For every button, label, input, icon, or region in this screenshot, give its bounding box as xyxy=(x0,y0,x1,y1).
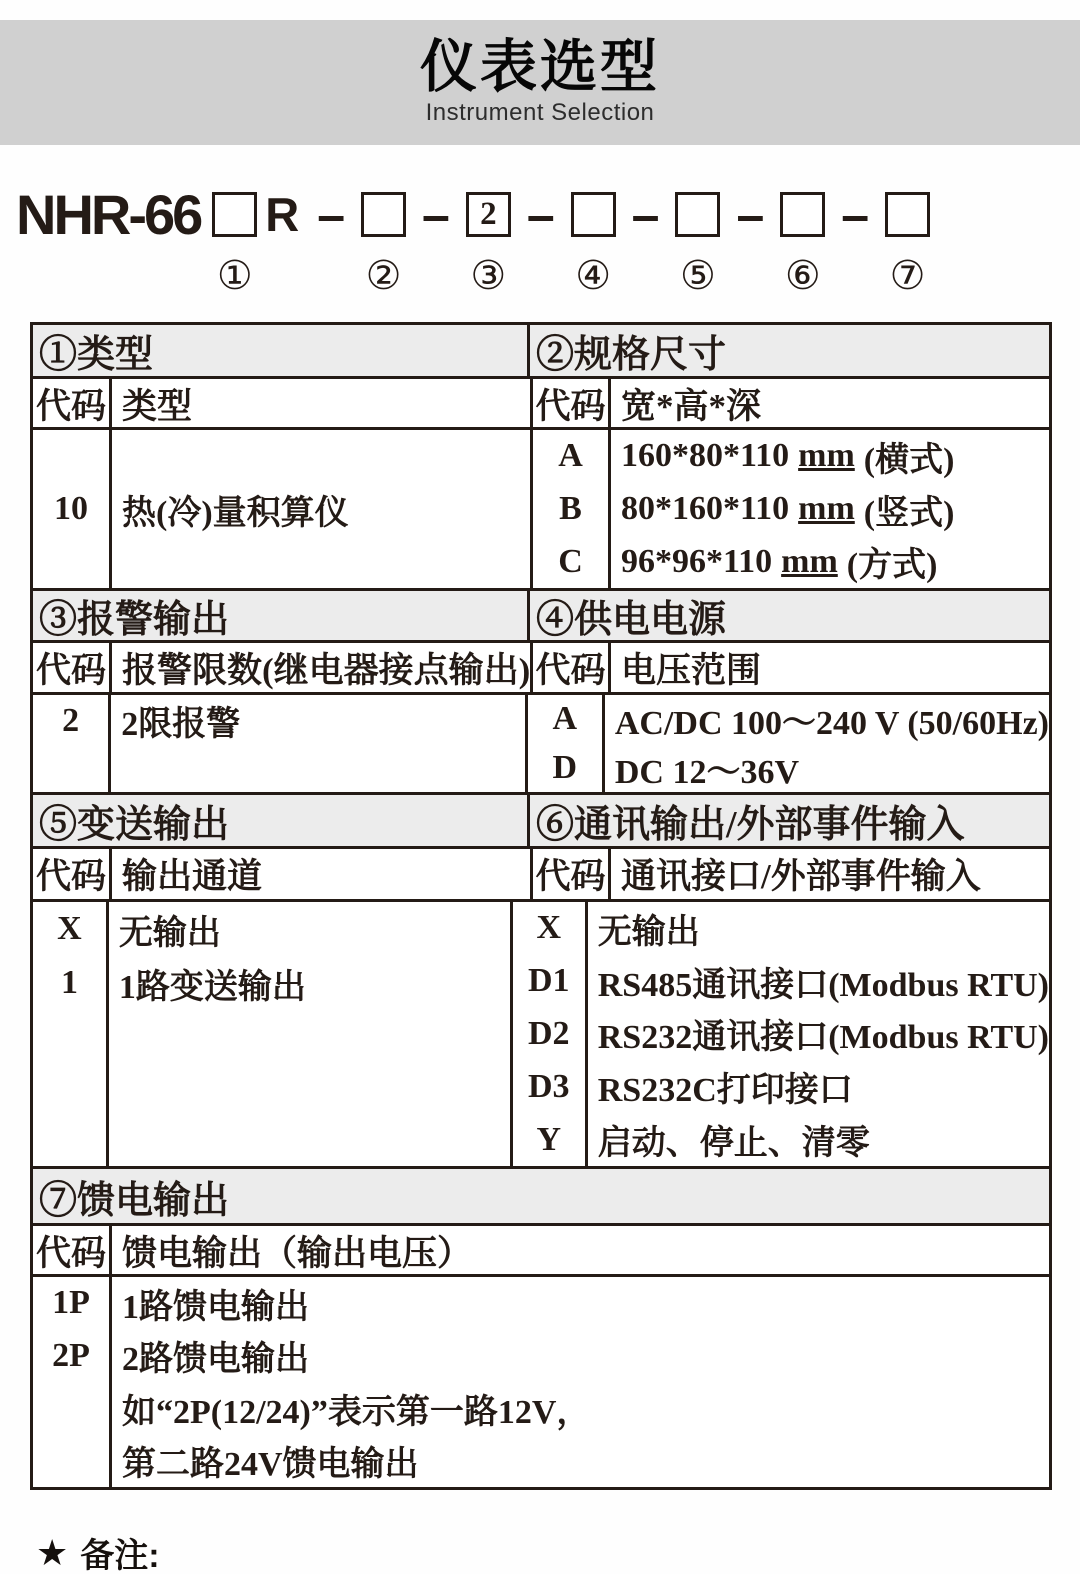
code-cell: B xyxy=(559,490,582,527)
model-separator: – xyxy=(631,186,660,243)
section-header-row-7 xyxy=(33,1169,1049,1226)
dimension-note: (竖式) xyxy=(863,494,955,532)
desc-cell xyxy=(611,535,1049,588)
code-cell: D1 xyxy=(528,962,570,1000)
dimension-unit: mm xyxy=(798,490,855,527)
section-header-row-5-6 xyxy=(33,795,1049,849)
model-slot-6 xyxy=(780,192,825,296)
desc-header: 宽*高*深 xyxy=(621,387,762,426)
data-row-5-6 xyxy=(33,902,1049,1169)
model-slot-box-5 xyxy=(675,192,720,237)
section-header-row-1-2 xyxy=(33,325,1049,379)
model-slot-box-4 xyxy=(571,192,616,237)
section-header-row-3-4 xyxy=(33,591,1049,643)
desc-cell: RS485通讯接口(Modbus RTU) xyxy=(597,966,1049,1004)
dimension-note: (横式) xyxy=(863,441,955,479)
model-slot-box-6 xyxy=(780,192,825,237)
model-separator: – xyxy=(841,186,870,243)
desc-cell: DC 12～36V xyxy=(614,754,800,791)
model-letter-r: R xyxy=(265,188,300,241)
code-cell: A xyxy=(558,437,583,475)
section7-title: ⑦馈电输出 xyxy=(39,1179,230,1222)
model-separator: – xyxy=(422,186,450,243)
dimension-text: 160*80*110 xyxy=(621,437,790,475)
model-slot-5 xyxy=(675,192,720,296)
dimension-note: (方式) xyxy=(846,547,938,585)
page-subtitle: Instrument Selection xyxy=(425,99,655,127)
desc-header: 报警限数(继电器接点输出) xyxy=(122,651,531,690)
desc-header: 馈电输出（输出电压） xyxy=(122,1234,473,1273)
desc-header: 类型 xyxy=(122,387,193,426)
model-slot-2 xyxy=(361,192,406,296)
code-header: 代码 xyxy=(35,1234,106,1273)
dimension-unit: mm xyxy=(781,542,838,580)
model-slot-number-2: ② xyxy=(365,253,402,298)
desc-cell: RS232通讯接口(Modbus RTU) xyxy=(597,1019,1049,1057)
desc-cell: 无输出 xyxy=(597,913,700,951)
desc-cell: 如“2P(12/24)”表示第一路12V， xyxy=(122,1393,591,1431)
section5-title: ⑤变送输出 xyxy=(33,795,530,846)
desc-cell: 2限报警 xyxy=(121,706,241,743)
section2-title: ②规格尺寸 xyxy=(536,334,727,376)
column-header-row-1-2 xyxy=(33,379,1049,430)
model-slot-box-2 xyxy=(361,192,406,237)
desc-cell: 第二路24V馈电输出 xyxy=(122,1446,419,1484)
code-cell: A xyxy=(552,700,578,738)
page-banner xyxy=(0,20,1080,145)
model-slot-number-6: ⑥ xyxy=(784,253,821,298)
model-slot-number-4: ④ xyxy=(575,253,612,298)
desc-cell: AC/DC 100～240 V (50/60Hz) xyxy=(614,705,1049,742)
code-cell: D3 xyxy=(528,1067,570,1105)
model-slot-3 xyxy=(466,192,511,296)
code-cell: 2P xyxy=(52,1336,90,1374)
remark-label: 备注: xyxy=(80,1537,160,1574)
code-header: 代码 xyxy=(535,387,606,426)
desc-header: 通讯接口/外部事件输入 xyxy=(621,857,981,896)
code-header: 代码 xyxy=(35,651,106,690)
section1-title: ①类型 xyxy=(33,325,530,376)
desc-header: 输出通道 xyxy=(122,857,263,896)
model-prefix: NHR-66 xyxy=(16,183,201,246)
model-code xyxy=(16,183,930,298)
section4-title: ④供电电源 xyxy=(536,599,727,641)
model-slot-box-7 xyxy=(885,192,930,237)
model-slot-number-1: ① xyxy=(216,253,253,298)
remark-note xyxy=(36,1528,160,1574)
code-cell: C xyxy=(558,542,583,580)
star-icon: ★ xyxy=(36,1531,69,1573)
desc-cell: 2路馈电输出 xyxy=(122,1341,309,1379)
desc-cell: RS232C打印接口 xyxy=(597,1072,853,1110)
code-cell: D xyxy=(552,748,578,786)
page-title: 仪表选型 xyxy=(420,34,660,99)
model-separator: – xyxy=(317,186,346,243)
section6-title: ⑥通讯输出/外部事件输入 xyxy=(536,804,965,846)
section3-title: ③报警输出 xyxy=(33,591,530,640)
dimension-text: 96*96*110 xyxy=(621,542,773,580)
code-header: 代码 xyxy=(35,857,106,896)
model-separator: – xyxy=(526,186,555,243)
desc-cell xyxy=(611,483,1049,536)
model-slot-box-1 xyxy=(212,192,257,237)
code-header: 代码 xyxy=(535,857,606,896)
code-cell: X xyxy=(57,910,82,947)
desc-cell: 启动、停止、清零 xyxy=(597,1125,870,1163)
desc-cell xyxy=(611,430,1049,483)
model-slot-number-5: ⑤ xyxy=(680,253,716,298)
column-header-row-3-4 xyxy=(33,643,1049,695)
data-row-3-4 xyxy=(33,695,1049,795)
code-cell: 1 xyxy=(60,964,78,1001)
model-slot-box-3: 2 xyxy=(466,192,511,237)
code-header: 代码 xyxy=(35,387,106,426)
code-cell: X xyxy=(536,909,562,947)
model-separator: – xyxy=(736,186,765,243)
desc-cell: 热(冷)量积算仪 xyxy=(122,494,349,532)
code-cell: Y xyxy=(536,1120,562,1158)
desc-header: 电压范围 xyxy=(621,651,762,690)
dimension-text: 80*160*110 xyxy=(621,490,790,527)
code-cell: D2 xyxy=(528,1014,570,1052)
data-row-1-2 xyxy=(33,430,1049,591)
model-slot-4 xyxy=(571,192,616,296)
desc-cell: 1路馈电输出 xyxy=(122,1288,309,1326)
dimension-unit: mm xyxy=(798,437,855,475)
model-slot-number-3: ③ xyxy=(470,253,507,298)
desc-cell: 无输出 xyxy=(118,914,221,952)
selection-table xyxy=(30,322,1052,1490)
data-row-7 xyxy=(33,1277,1049,1487)
model-slot-7 xyxy=(885,192,930,296)
column-header-row-5-6 xyxy=(33,849,1049,902)
desc-cell: 1路变送输出 xyxy=(118,968,306,1006)
code-cell: 10 xyxy=(54,490,88,527)
model-slot-1 xyxy=(212,192,257,296)
code-cell: 2 xyxy=(62,701,80,739)
column-header-row-7 xyxy=(33,1226,1049,1277)
code-cell: 1P xyxy=(52,1284,90,1322)
model-slot-number-7: ⑦ xyxy=(889,253,926,298)
code-header: 代码 xyxy=(535,651,606,690)
